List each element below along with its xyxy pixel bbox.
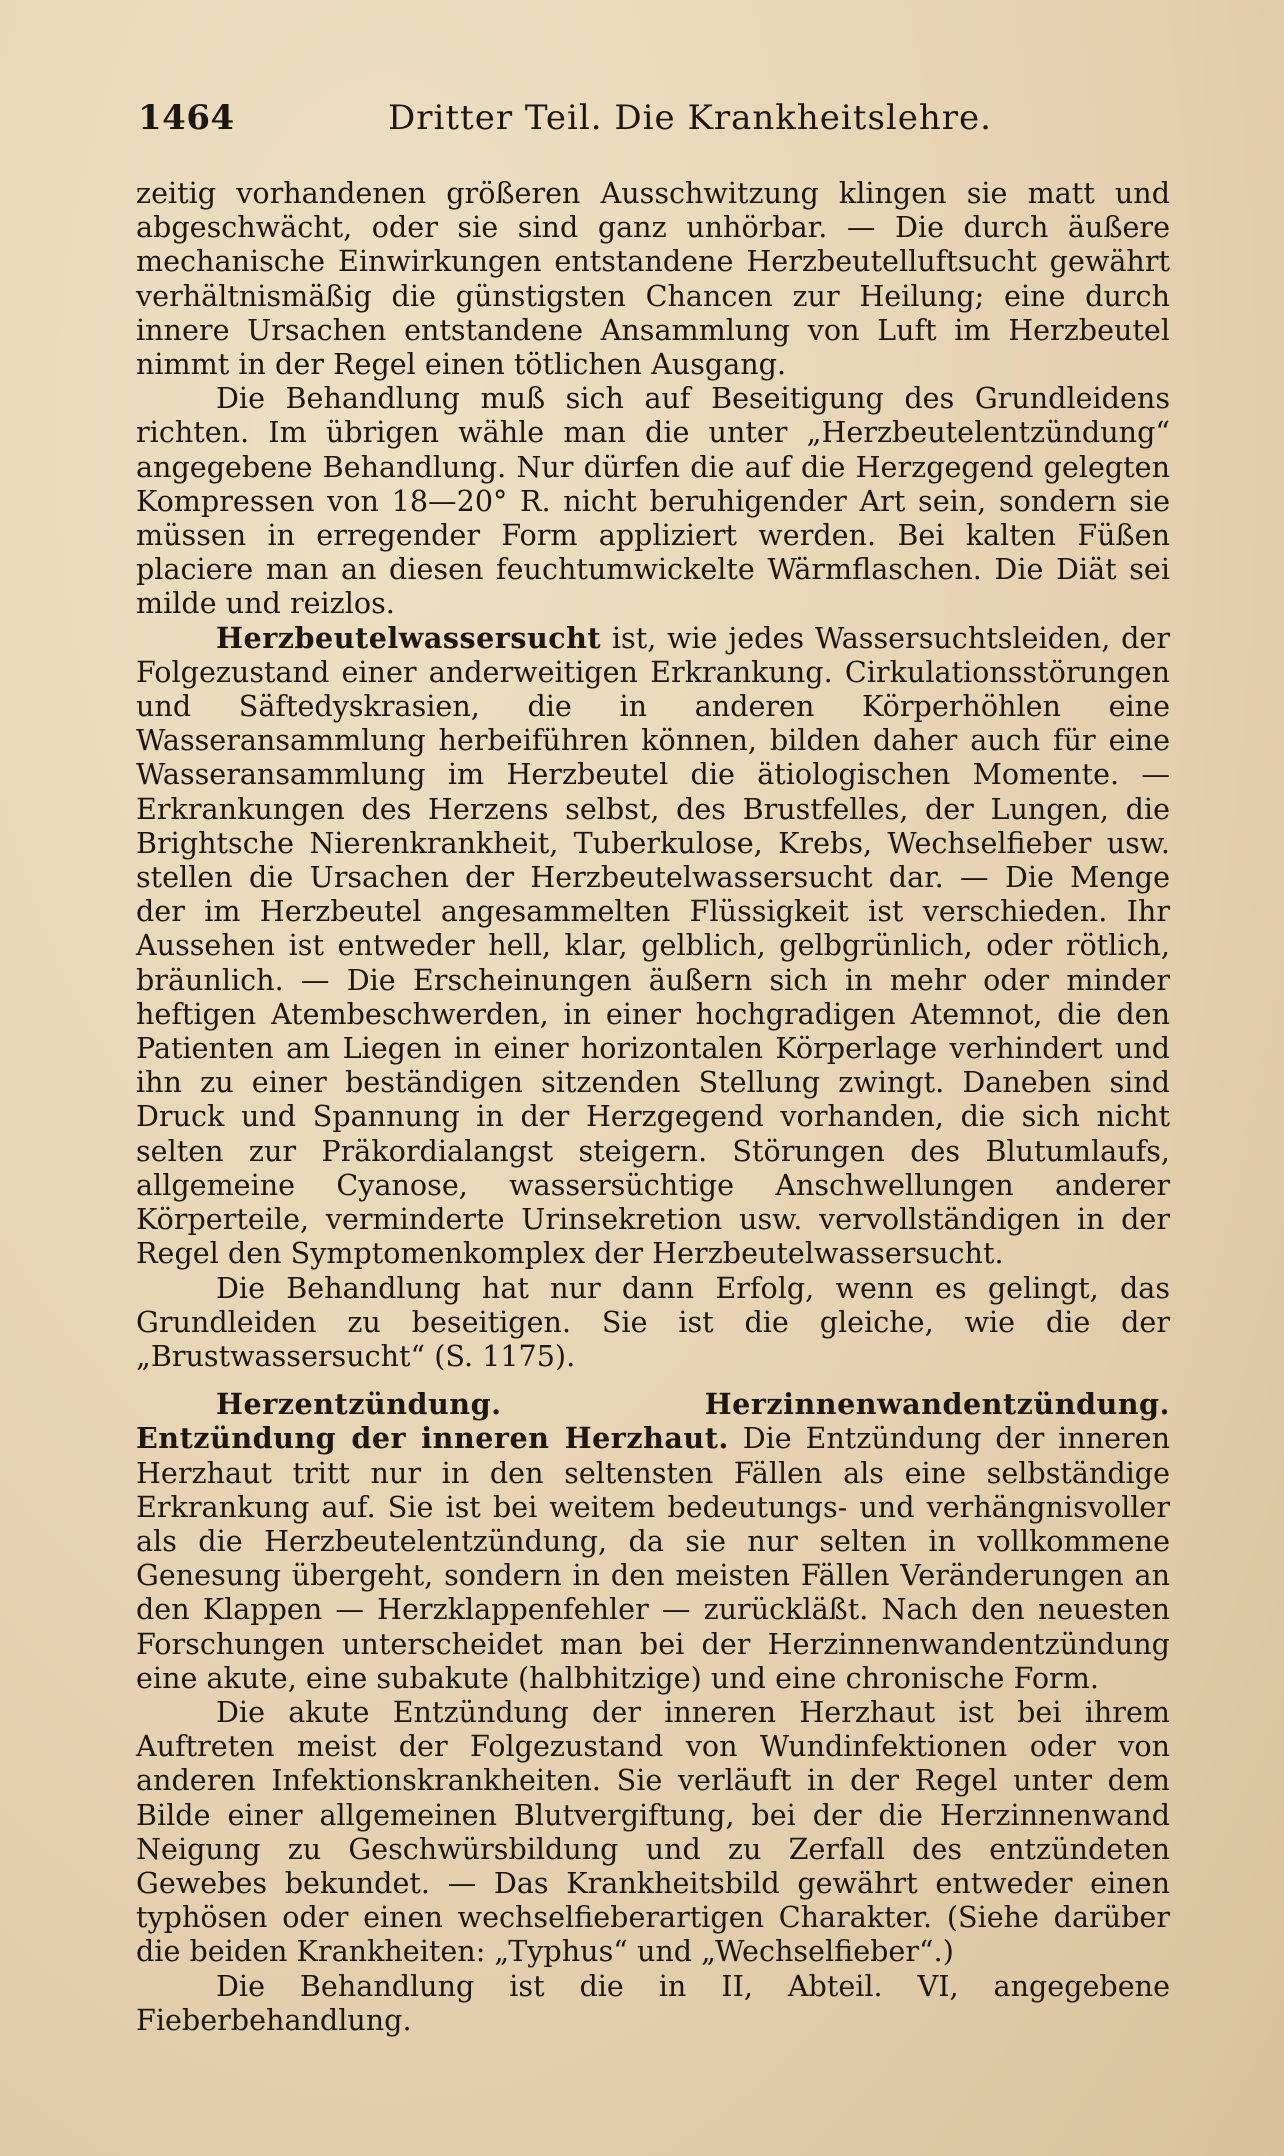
paragraph-text: Die Entzündung der inneren Herzhaut tritt nur in den seltensten Fällen als eine selbständige Erkrankung auf. Sie ist bei weitem bedeutungs- und verhängnisvoller als die Herzbeutelentzündung, da sie nur selten in vollkommene Genesung übergeht, sondern in den meisten Fällen Veränderungen an den Klappen — Herzklappenfehler — zurückläßt. Nach den neuesten Forschungen unterscheidet man bei der Herzinnenwandentzündung eine akute, eine subakute (halbhitzige) und eine chronische Form. — [136, 1421, 1170, 1695]
paragraph-treatment-hydro: Die Behandlung hat nur dann Erfolg, wenn es gelingt, das Grundleiden zu beseitigen. Sie ist die gleiche, wie die der „Brustwassersucht“ (S. 1175). — [136, 1270, 1170, 1373]
page-header — [138, 98, 1170, 148]
page-number: 1464 — [138, 98, 235, 138]
headword-herzbeutelwassersucht: Herzbeutelwassersucht — [216, 620, 602, 655]
paragraph-hydropericardium — [136, 621, 1170, 1271]
paragraph-endocarditis — [136, 1387, 1170, 1695]
paragraph-continuation: zeitig vorhandenen größeren Ausschwitzung klingen sie matt und abgeschwächt, oder sie sind ganz unhörbar. — Die durch äußere mechanische Einwirkungen entstandene Herzbeutelluftsucht gewährt verhältnismäßig die günstigsten Chancen zur Heilung; eine durch innere Ursachen entstandene Ansammlung von Luft im Herzbeutel nimmt in der Regel einen tötlichen Ausgang. — [136, 176, 1170, 382]
paragraph-treatment-air: Die Behandlung muß sich auf Beseitigung des Grundleidens richten. Im übrigen wähle man die unter „Herzbeutelentzündung“ angegebene Behandlung. Nur dürfen die auf die Herzgegend gelegten Kompressen von 18—20° R. nicht beruhigender Art sein, sondern sie müssen in erregender Form appliziert werden. Bei kalten Füßen placiere man an diesen feuchtumwickelte Wärmflaschen. Die Diät sei milde und reizlos. — [136, 381, 1170, 621]
body-text — [136, 176, 1170, 2037]
headword-herzentzuendung: Herzentzündung. Herzinnenwandentzündung. Entzündung der inneren Herzhaut. — [136, 1387, 1170, 1456]
running-title: Dritter Teil. Die Krankheitslehre. — [388, 98, 992, 138]
paragraph-text: ist, wie jedes Wassersuchtsleiden, der Folgezustand einer anderweitigen Erkrankung. Cirkulationsstörungen und Säftedyskrasien, die in anderen Körperhöhlen eine Wasseransammlung herbeiführen können, bilden daher auch für eine Wasseransammlung im Herzbeutel die ätiologischen Momente. — Erkrankungen des Herzens selbst, des Brustfelles, der Lungen, die Brightsche Nierenkrankheit, Tuberkulose, Krebs, Wechselfieber usw. stellen die Ursachen der Herzbeutelwassersucht dar. — Die Menge der im Herzbeutel angesammelten Flüssigkeit ist verschieden. Ihr Aussehen ist entweder hell, klar, gelblich, gelbgrünlich, oder rötlich, bräunlich. — Die Erscheinungen äußern sich in mehr oder minder heftigen Atembeschwerden, in einer hochgradigen Atemnot, die den Patienten am Liegen in einer horizontalen Körperlage verhindert und ihn zu einer beständigen sitzenden Stellung zwingt. Daneben sind Druck und Spannung in der Herzgegend vorhanden, die sich nicht selten zur Präkordialangst steigern. Störungen des Blutumlaufs, allgemeine Cyanose, wassersüchtige Anschwellungen anderer Körperteile, verminderte Urinsekretion usw. vervollständigen in der Regel den Symptomenkomplex der Herzbeutelwassersucht. — [136, 620, 1170, 1271]
paragraph-acute-endocarditis: Die akute Entzündung der inneren Herzhaut ist bei ihrem Auftreten meist der Folgezustand von Wundinfektionen oder von anderen Infektionskrankheiten. Sie verläuft in der Regel unter dem Bilde einer allgemeinen Blutvergiftung, bei der die Herzinnenwand Neigung zu Geschwürsbildung und zu Zerfall des entzündeten Gewebes bekundet. — Das Krankheitsbild gewährt entweder einen typhösen oder einen wechselfieberartigen Charakter. (Siehe darüber die beiden Krankheiten: „Typhus“ und „Wechselfieber“.) — [136, 1694, 1170, 1969]
paragraph-treatment-fever: Die Behandlung ist die in II, Abteil. VI, angegebene Fieberbehandlung. — [136, 1968, 1170, 2037]
